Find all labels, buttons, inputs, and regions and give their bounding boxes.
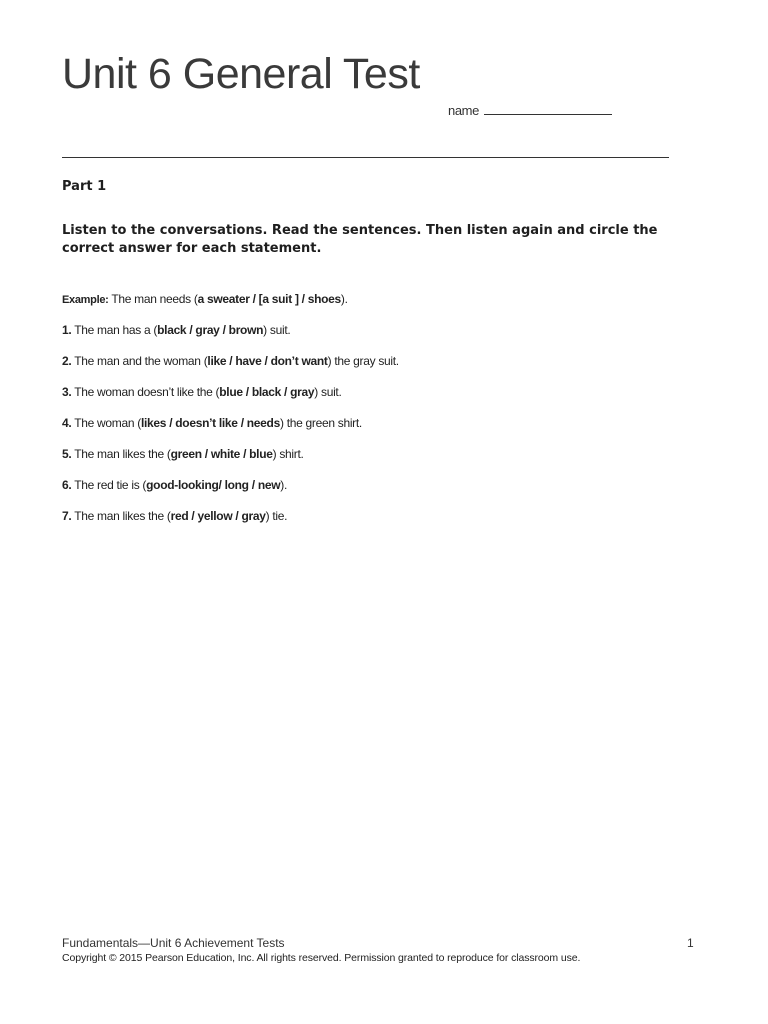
part-heading: Part 1 bbox=[62, 179, 107, 194]
divider-line bbox=[62, 157, 669, 158]
question-text-after: ). bbox=[280, 478, 287, 492]
question-item-5 bbox=[62, 446, 712, 477]
question-text-before: The woman ( bbox=[71, 416, 141, 430]
example-text-after: ). bbox=[340, 292, 348, 306]
page-number: 1 bbox=[687, 936, 694, 950]
question-item-6 bbox=[62, 477, 712, 508]
question-text-after: ) the gray suit. bbox=[327, 354, 399, 368]
page-title: Unit 6 General Test bbox=[62, 50, 420, 98]
question-number: 5. bbox=[62, 447, 72, 461]
question-text-before: The woman doesn’t like the ( bbox=[71, 385, 220, 399]
name-field bbox=[448, 102, 612, 118]
question-options: green / white / blue bbox=[170, 447, 273, 461]
example-options: a sweater / [a suit ] / shoes bbox=[197, 292, 341, 306]
question-options: good-looking/ long / new bbox=[146, 478, 281, 492]
question-text-before: The red tie is ( bbox=[71, 478, 147, 492]
question-list bbox=[62, 291, 712, 539]
question-text-before: The man likes the ( bbox=[71, 509, 171, 523]
question-options: like / have / don’t want bbox=[207, 354, 328, 368]
example-label: Example: bbox=[62, 294, 109, 306]
name-blank-line bbox=[484, 102, 612, 115]
question-item-4 bbox=[62, 415, 712, 446]
question-number: 1. bbox=[62, 323, 72, 337]
question-text-after: ) shirt. bbox=[272, 447, 304, 461]
question-text-after: ) the green shirt. bbox=[279, 416, 362, 430]
question-text-before: The man has a ( bbox=[71, 323, 158, 337]
question-item-1 bbox=[62, 322, 712, 353]
question-number: 4. bbox=[62, 416, 72, 430]
question-number: 2. bbox=[62, 354, 72, 368]
question-options: red / yellow / gray bbox=[170, 509, 266, 523]
question-item-7 bbox=[62, 508, 712, 539]
footer-title: Fundamentals—Unit 6 Achievement Tests bbox=[62, 936, 285, 950]
instructions: Listen to the conversations. Read the sentences. Then listen again and circle the correct answer for each statement. bbox=[62, 223, 658, 256]
question-options: blue / black / gray bbox=[219, 385, 315, 399]
question-item-2 bbox=[62, 353, 712, 384]
question-number: 6. bbox=[62, 478, 72, 492]
question-text-before: The man likes the ( bbox=[71, 447, 171, 461]
question-options: black / gray / brown bbox=[157, 323, 264, 337]
question-options: likes / doesn’t like / needs bbox=[140, 416, 280, 430]
question-text-after: ) tie. bbox=[265, 509, 288, 523]
question-number: 7. bbox=[62, 509, 72, 523]
example-item bbox=[62, 291, 712, 322]
name-label: name bbox=[448, 103, 479, 118]
question-text-after: ) suit. bbox=[263, 323, 291, 337]
example-text-before: The man needs ( bbox=[108, 292, 198, 306]
question-number: 3. bbox=[62, 385, 72, 399]
question-item-3 bbox=[62, 384, 712, 415]
question-text-after: ) suit. bbox=[314, 385, 342, 399]
copyright-notice: Copyright © 2015 Pearson Education, Inc. All rights reserved. Permission granted to reproduce for classroom use. bbox=[62, 952, 581, 964]
question-text-before: The man and the woman ( bbox=[71, 354, 208, 368]
